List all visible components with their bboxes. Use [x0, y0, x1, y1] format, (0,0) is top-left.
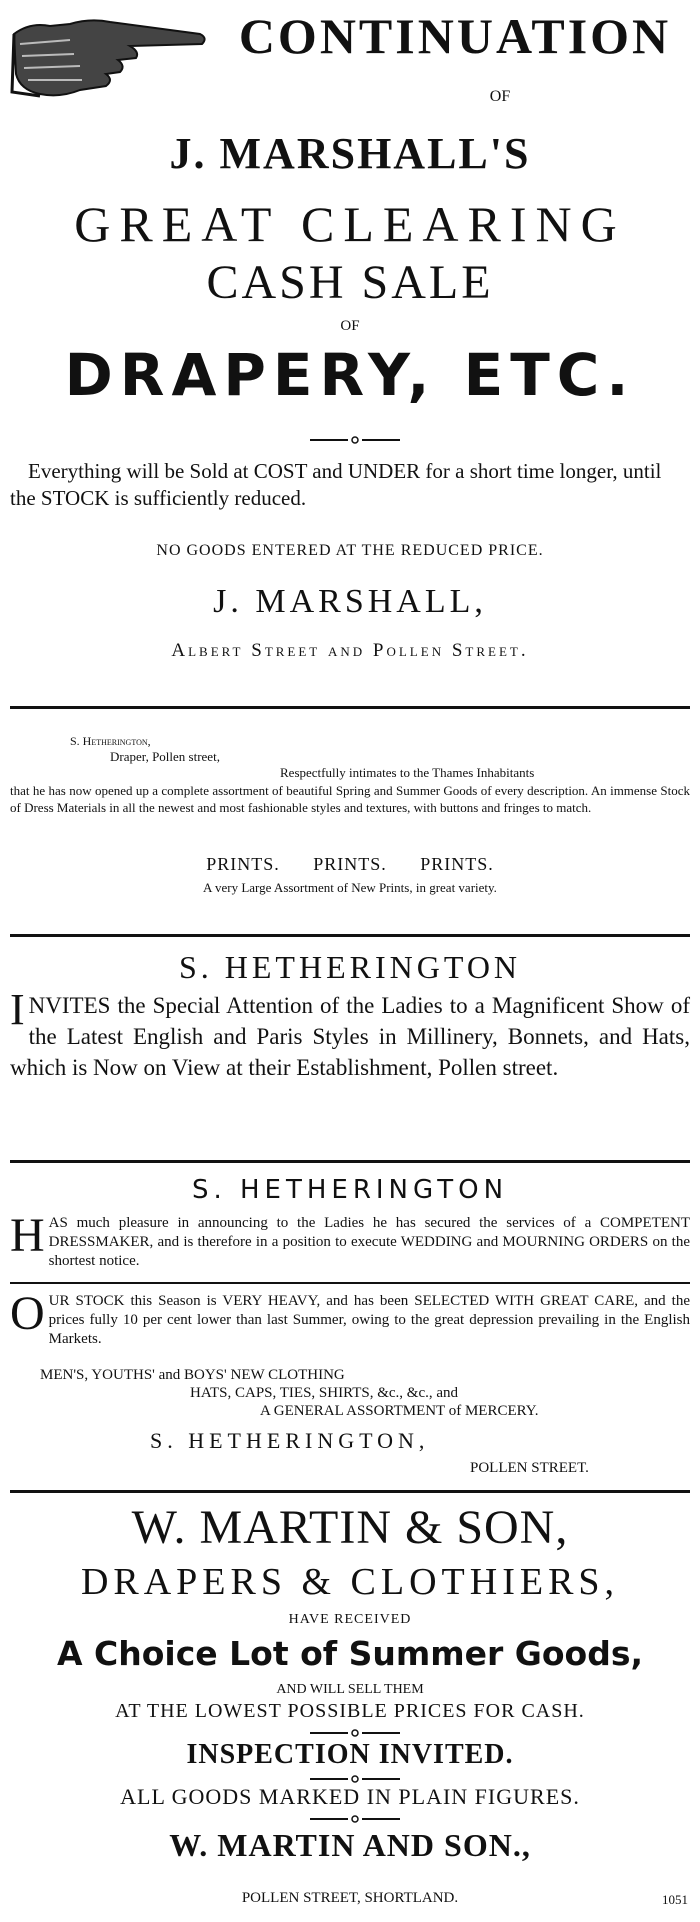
ornament-divider-2 [310, 1728, 400, 1738]
drapers-clothiers: DRAPERS & CLOTHIERS, [80, 1561, 620, 1603]
spring-goods-body: that he has now opened up a complete assortment of beautiful Spring and Summer Goods of every description. An immense Stock of Dress Materials in all the newest and most fashionable styles and textures, with buttons and fringes to match. [10, 783, 690, 815]
divider-4 [10, 1282, 690, 1284]
hetherington-title-2: S. HETHERINGTON [191, 1175, 509, 1205]
clothing-line: MEN'S, YOUTHS' and BOYS' NEW CLOTHING [40, 1367, 345, 1383]
dressmaker-text: AS much pleasure in announcing to the Ladies he has secured the services of a COMPETENT DRESSMAKER, and is therefore in a position to execute WEDDING and MOURNING ORDERS on the shortest notice. [48, 1215, 690, 1269]
inspection-invited: INSPECTION INVITED. [186, 1739, 514, 1770]
hetherington-address: POLLEN STREET. [470, 1460, 589, 1476]
have-received: HAVE RECEIVED [288, 1612, 412, 1627]
will-sell: AND WILL SELL THEM [276, 1682, 424, 1697]
no-goods-notice: NO GOODS ENTERED AT THE REDUCED PRICE. [156, 542, 544, 559]
ornament-divider [310, 434, 400, 446]
continuation-heading: CONTINUATION [238, 8, 672, 64]
hetherington-signature: S. HETHERINGTON, [150, 1428, 430, 1453]
great-clearing-heading: GREAT CLEARING [74, 196, 626, 252]
hats-line: HATS, CAPS, TIES, SHIRTS, &c., &c., and [190, 1385, 459, 1401]
ornament-divider-3 [310, 1774, 400, 1784]
stock-paragraph [10, 1287, 690, 1349]
marshall-signature: J. MARSHALL, [213, 583, 487, 620]
divider-3 [10, 1160, 690, 1163]
draper-line: Draper, Pollen street, [110, 749, 220, 764]
drop-cap-o: O [10, 1287, 45, 1340]
martin-signature: W. MARTIN AND SON., [169, 1827, 531, 1863]
cash-sale-heading: CASH SALE [206, 256, 494, 309]
prints-label-1: PRINTS. [206, 854, 280, 874]
millinery-paragraph [10, 985, 690, 1083]
page-number: 1051 [662, 1892, 688, 1907]
divider-5 [10, 1490, 690, 1493]
sale-paragraph: Everything will be Sold at COST and UNDER for a short time longer, until the STOCK is sufficiently reduced. [10, 459, 662, 510]
mercery-line: A GENERAL ASSORTMENT of MERCERY. [260, 1403, 539, 1419]
divider-2 [10, 934, 690, 937]
prints-assortment: A very Large Assortment of New Prints, in great variety. [203, 880, 497, 895]
choice-lot-heading: A Choice Lot of Summer Goods, [56, 1634, 644, 1673]
prints-label-2: PRINTS. [313, 854, 387, 874]
marshall-address: Albert Street and Pollen Street. [171, 640, 529, 661]
plain-figures: ALL GOODS MARKED IN PLAIN FIGURES. [120, 1784, 580, 1809]
hetherington-title-1: S. HETHERINGTON [178, 949, 522, 985]
of-label-2: OF [340, 318, 360, 334]
drapery-heading: DRAPERY, ETC. [64, 341, 636, 409]
lowest-prices: AT THE LOWEST POSSIBLE PRICES FOR CASH. [115, 1700, 585, 1722]
stock-text: UR STOCK this Season is VERY HEAVY, and has been SELECTED WITH GREAT CARE, and the prices fully 10 per cent lower than last Summer, owing to the great depression prevailing in the English Markets. [48, 1293, 690, 1347]
hetherington-name: S. Hetherington, [70, 734, 151, 748]
intimates-line: Respectfully intimates to the Thames Inhabitants [280, 765, 535, 780]
divider-1 [10, 706, 690, 709]
martin-address: POLLEN STREET, SHORTLAND. [241, 1890, 459, 1906]
ornament-divider-4 [310, 1814, 400, 1824]
millinery-text: NVITES the Special Attention of the Ladies to a Magnificent Show of the Latest English and Paris Styles in Millinery, Bonnets, and Hats, which is Now on View at their Establishment, Pollen street. [10, 993, 690, 1080]
drop-cap-i: I [10, 985, 25, 1034]
of-label: OF [489, 88, 511, 105]
martin-title: W. MARTIN & SON, [131, 1501, 569, 1554]
dressmaker-paragraph [10, 1209, 690, 1271]
marshall-heading: J. MARSHALL'S [169, 129, 531, 178]
drop-cap-h: H [10, 1209, 45, 1262]
prints-label-3: PRINTS. [420, 854, 494, 874]
